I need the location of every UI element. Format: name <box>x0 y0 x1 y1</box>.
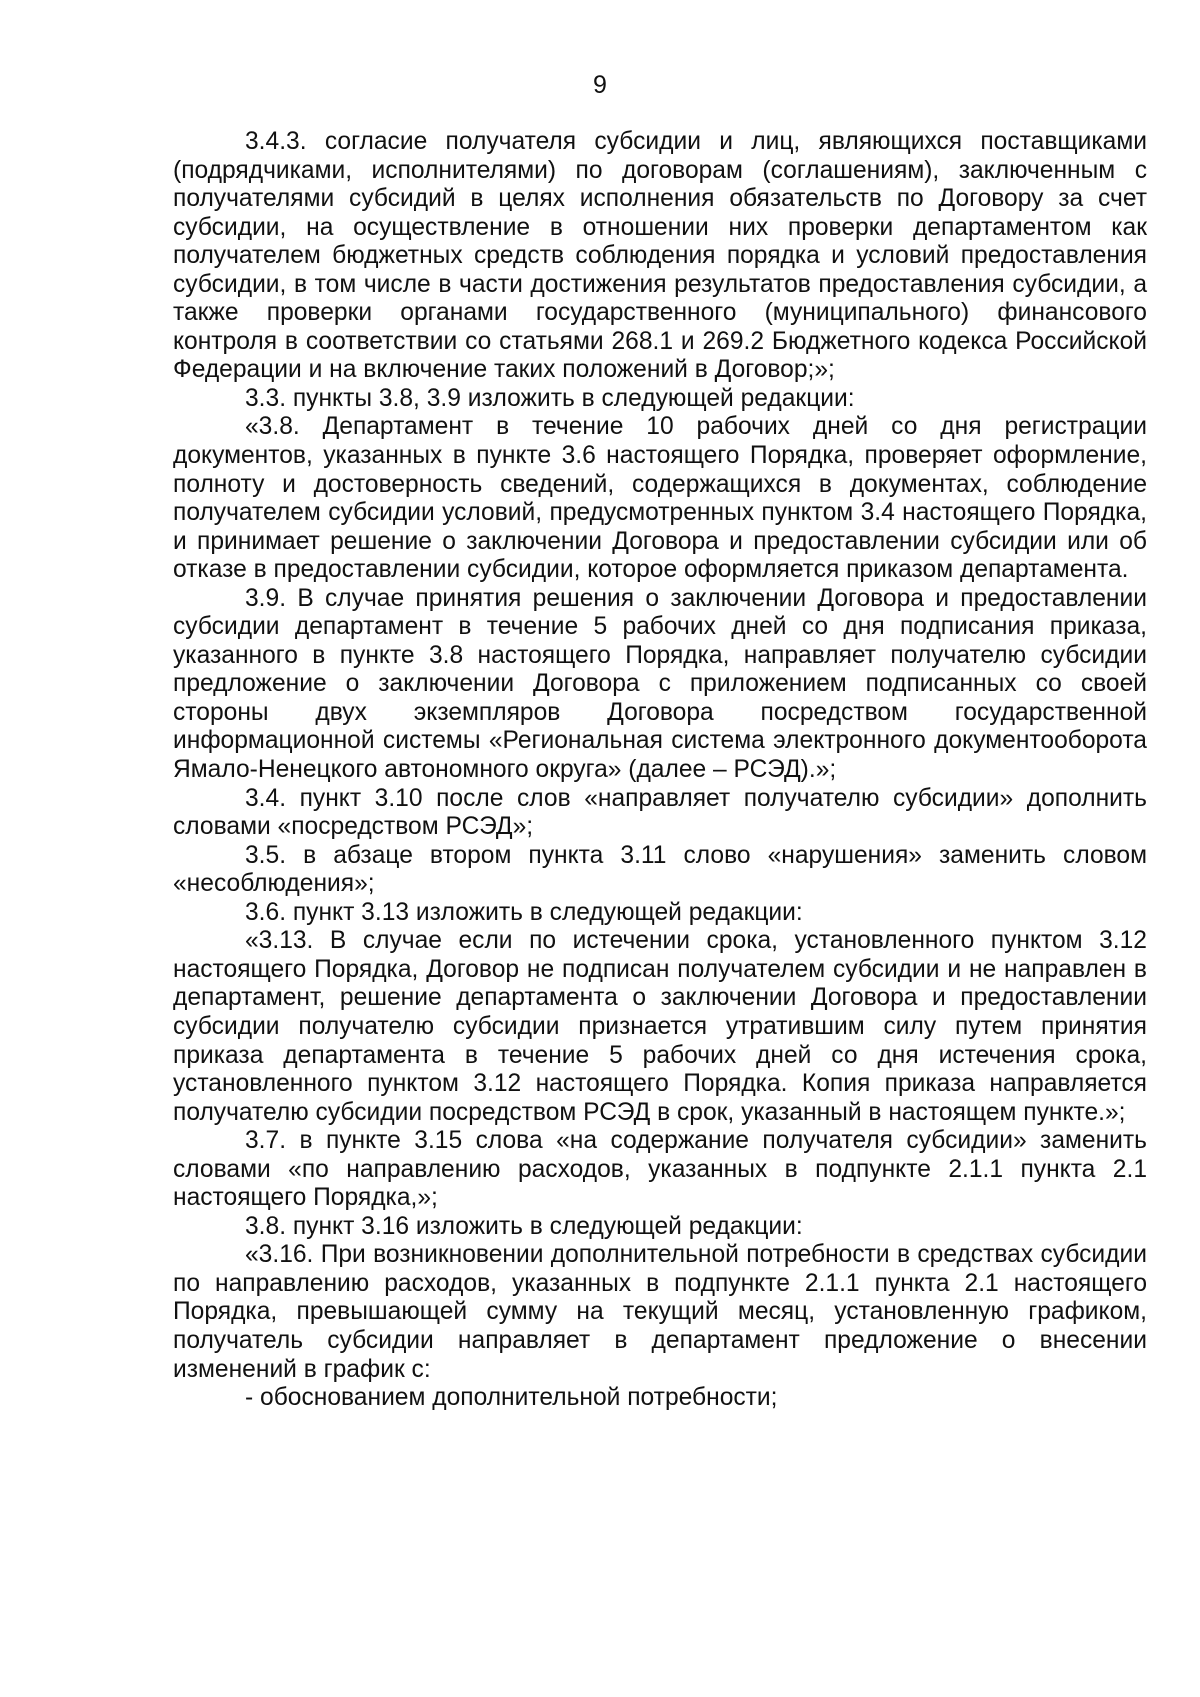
page-number: 9 <box>593 71 607 99</box>
list-item-justification: - обоснованием дополнительной потребности; <box>245 1384 778 1412</box>
paragraph-3-7: 3.7. в пункте 3.15 слова «на содержание получателя субсидии» заменить словами «по направлению расходов, указанных в подпункте 2.1.1 пункта 2.1 настоящего Порядка,»; <box>173 1127 1147 1212</box>
paragraph-3-3: 3.3. пункты 3.8, 3.9 изложить в следующей редакции: <box>245 384 855 412</box>
paragraph-3-6: 3.6. пункт 3.13 изложить в следующей редакции: <box>245 898 803 926</box>
paragraph-3-4: 3.4. пункт 3.10 после слов «направляет получателю субсидии» дополнить словами «посредством РСЭД»; <box>173 784 1147 841</box>
paragraph-3-9: 3.9. В случае принятия решения о заключении Договора и предоставлении субсидии департамент в течение 5 рабочих дней со дня подписания приказа, указанного в пункте 3.8 настоящего Порядка, направляет получателю субсидии предложение о заключении Договора с приложением подписанных со своей стороны двух экземпляров Договора посредством государственной информационной системы «Региональная система электронного документооборота Ямало-Ненецкого автономного округа» (далее – РСЭД).»; <box>173 584 1147 784</box>
paragraph-3-5: 3.5. в абзаце втором пункта 3.11 слово «нарушения» заменить словом «несоблюдения»; <box>173 841 1147 898</box>
paragraph-3-16: «3.16. При возникновении дополнительной потребности в средствах субсидии по направлению расходов, указанных в подпункте 2.1.1 пункта 2.1 настоящего Порядка, превышающей сумму на текущий месяц, установленную графиком, получатель субсидии направляет в департамент предложение о внесении изменений в график с: <box>173 1241 1147 1383</box>
paragraph-3-8-amendment: 3.8. пункт 3.16 изложить в следующей редакции: <box>245 1212 803 1240</box>
paragraph-3-13: «3.13. В случае если по истечении срока, установленного пунктом 3.12 настоящего Порядка, Договор не подписан получателем субсидии и не направлен в департамент, решение департамента о заключении Договора и предоставлении субсидии получателю субсидии признается утратившим силу путем принятия приказа департамента в течение 5 рабочих дней со дня истечения срока, установленного пунктом 3.12 настоящего Порядка. Копия приказа направляется получателю субсидии посредством РСЭД в срок, указанный в настоящем пункте.»; <box>173 927 1147 1126</box>
paragraph-3-8: «3.8. Департамент в течение 10 рабочих дней со дня регистрации документов, указанных в пункте 3.6 настоящего Порядка, проверяет оформление, полноту и достоверность сведений, содержащихся в документах, соблюдение получателем субсидии условий, предусмотренных пунктом 3.4 настоящего Порядка, и принимает решение о заключении Договора и предоставлении субсидии или об отказе в предоставлении субсидии, которое оформляется приказом департамента. <box>173 413 1147 584</box>
paragraph-3-4-3: 3.4.3. согласие получателя субсидии и лиц, являющихся поставщиками (подрядчиками, исполнителями) по договорам (соглашениям), заключенным с получателями субсидий в целях исполнения обязательств по Договору за счет субсидии, на осуществление в отношении них проверки департаментом как получателем бюджетных средств соблюдения порядка и условий предоставления субсидии, в том числе в части достижения результатов предоставления субсидии, а также проверки органами государственного (муниципального) финансового контроля в соответствии со статьями 268.1 и 269.2 Бюджетного кодекса Российской Федерации и на включение таких положений в Договор;»; <box>173 128 1147 384</box>
document-body <box>173 128 1147 1413</box>
